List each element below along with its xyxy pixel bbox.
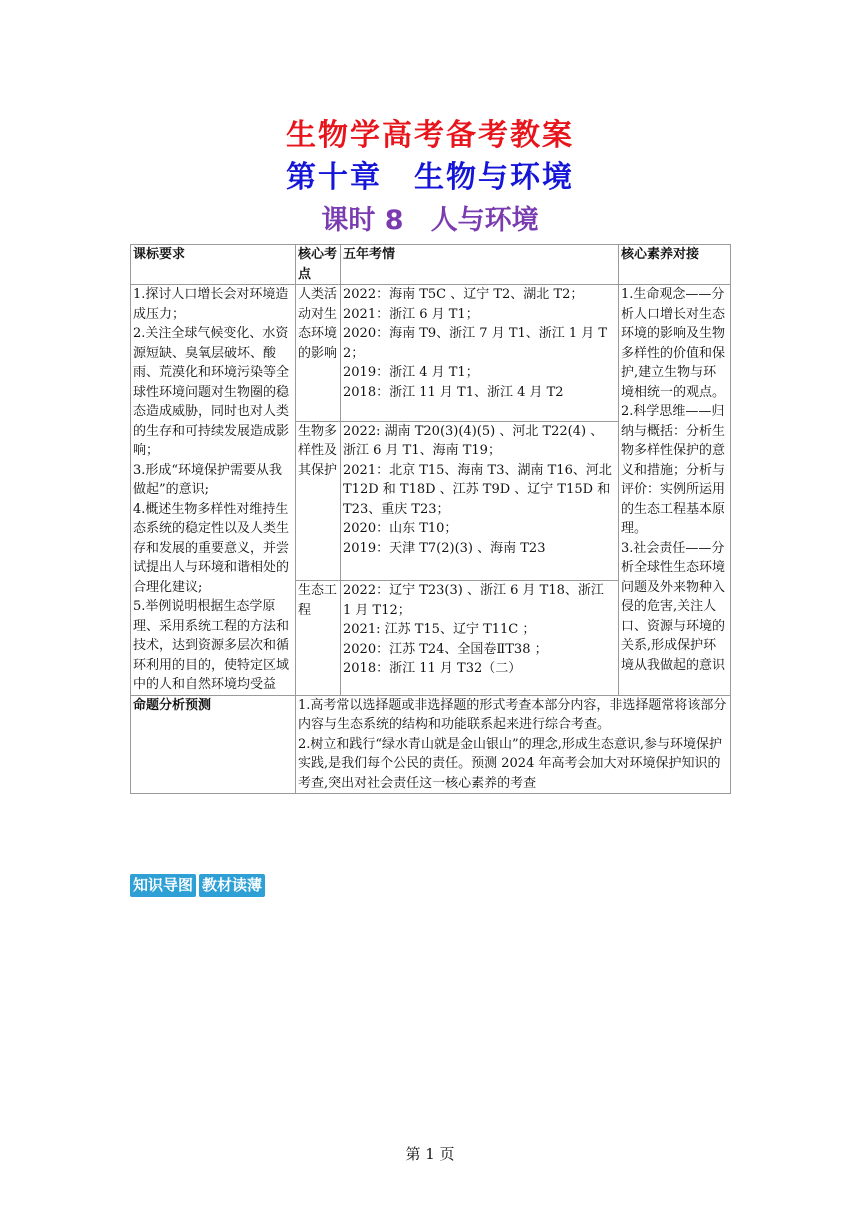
table-row — [131, 285, 731, 422]
page-number: 第 1 页 — [405, 1145, 455, 1163]
exam-line: 2020：海南 T9、浙江 7 月 T1、浙江 1 月 T2； — [343, 326, 608, 361]
section-tags — [130, 874, 265, 897]
tag-textbook-reading: 教材读薄 — [199, 874, 265, 897]
prediction-item: 2.树立和践行“绿水青山就是金山银山”的理念,形成生态意识,参与环境保护实践,是我们每个公民的责任。预测 2024 年高考会加大对环境保护知识的考查,突出对社会责任这一核心素养的考查 — [298, 736, 722, 791]
syllabus-table — [130, 244, 731, 794]
prediction-item: 1.高考常以选择题或非选择题的形式考查本部分内容，非选择题常将该部分内容与生态系统的结构和功能联系起来进行综合考查。 — [298, 697, 727, 732]
prediction-label: 命题分析预测 — [131, 695, 296, 794]
core-point-cell: 生物多样性及其保护 — [296, 421, 341, 580]
requirement-item: 1.探讨人口增长会对环境造成压力； — [133, 287, 289, 322]
prediction-row — [131, 695, 731, 794]
exam-line: 2020：山东 T10； — [343, 521, 458, 537]
core-point-cell: 人类活动对生态环境的影响 — [296, 285, 341, 422]
exam-line: 2018：浙江 11 月 T1、浙江 4 月 T2 — [343, 384, 564, 400]
exam-line: 2022：辽宁 T23(3) 、浙江 6 月 T18、浙江 1 月 T12； — [343, 583, 604, 618]
header-core-point: 核心考点 — [296, 245, 341, 285]
literacy-cell — [619, 285, 731, 696]
exam-line: 2021：北京 T15、海南 T3、湖南 T16、河北 T12D 和 T18D 、江苏 T9D 、辽宁 T15D 和 T23、重庆 T23； — [343, 462, 612, 517]
table-header-row — [131, 245, 731, 285]
exam-line: 2019：浙江 4 月 T1； — [343, 365, 479, 380]
requirement-item: 2.关注全球气候变化、水资源短缺、臭氧层破坏、酸雨、荒漠化和环境污染等全球性环境问题对生物圈的稳态造成威胁，同时也对人类的生存和可持续发展造成影响； — [133, 326, 290, 458]
exam-line: 2022: 湖南 T20(3)(4)(5) 、河北 T22(4) 、浙江 6 月 T1、海南 T19； — [343, 423, 604, 459]
tag-knowledge-map: 知识导图 — [130, 874, 196, 897]
requirement-item: 3.形成“环境保护需要从我做起”的意识; — [133, 462, 283, 497]
literacy-item: 3.社会责任——分析全球性生态环境问题及外来物种入侵的危害,关注人口、资源与环境的关系,形成保护环境从我做起的意识 — [621, 540, 726, 673]
chapter-title: 第十章 生物与环境 — [286, 160, 574, 195]
document-title: 生物学高考备考教案 — [286, 118, 574, 153]
exam-cell — [341, 581, 619, 695]
requirement-item: 5.举例说明根据生态学原理、采用系统工程的方法和技术，达到资源多层次和循环利用的目的，使特定区域中的人和自然环境均受益 — [133, 599, 290, 692]
literacy-item: 2.科学思维——归纳与概括：分析生物多样性保护的意义和措施；分析与评价：实例所运用的生态工程基本原理。 — [621, 404, 726, 536]
exam-cell — [341, 285, 619, 422]
requirement-item: 4.概述生物多样性对维持生态系统的稳定性以及人类生存和发展的重要意义，并尝试提出人与环境和谐相处的合理化建议; — [133, 501, 290, 595]
requirements-cell — [131, 285, 296, 696]
header-literacy: 核心素养对接 — [619, 245, 731, 285]
exam-line: 2019：天津 T7(2)(3) 、海南 T23 — [343, 540, 546, 556]
exam-line: 2022：海南 T5C 、辽宁 T2、湖北 T2； — [343, 287, 584, 302]
core-point-cell: 生态工程 — [296, 581, 341, 695]
header-exams: 五年考情 — [341, 245, 619, 285]
exam-cell — [341, 421, 619, 580]
prediction-cell — [296, 695, 731, 794]
exam-line: 2020：江苏 T24、全国卷ⅡT38 ； — [343, 641, 548, 657]
exam-line: 2021: 江苏 T15、辽宁 T11C ； — [343, 622, 536, 638]
literacy-item: 1.生命观念——分析人口增长对生态环境的影响及生物多样性的价值和保护,建立生物与环境相统一的观点。 — [621, 287, 726, 400]
lesson-title: 课时 8 人与环境 — [321, 205, 539, 236]
exam-line: 2021：浙江 6 月 T1； — [343, 306, 479, 322]
exam-line: 2018：浙江 11 月 T32（二） — [343, 661, 522, 677]
header-requirements: 课标要求 — [131, 245, 296, 285]
